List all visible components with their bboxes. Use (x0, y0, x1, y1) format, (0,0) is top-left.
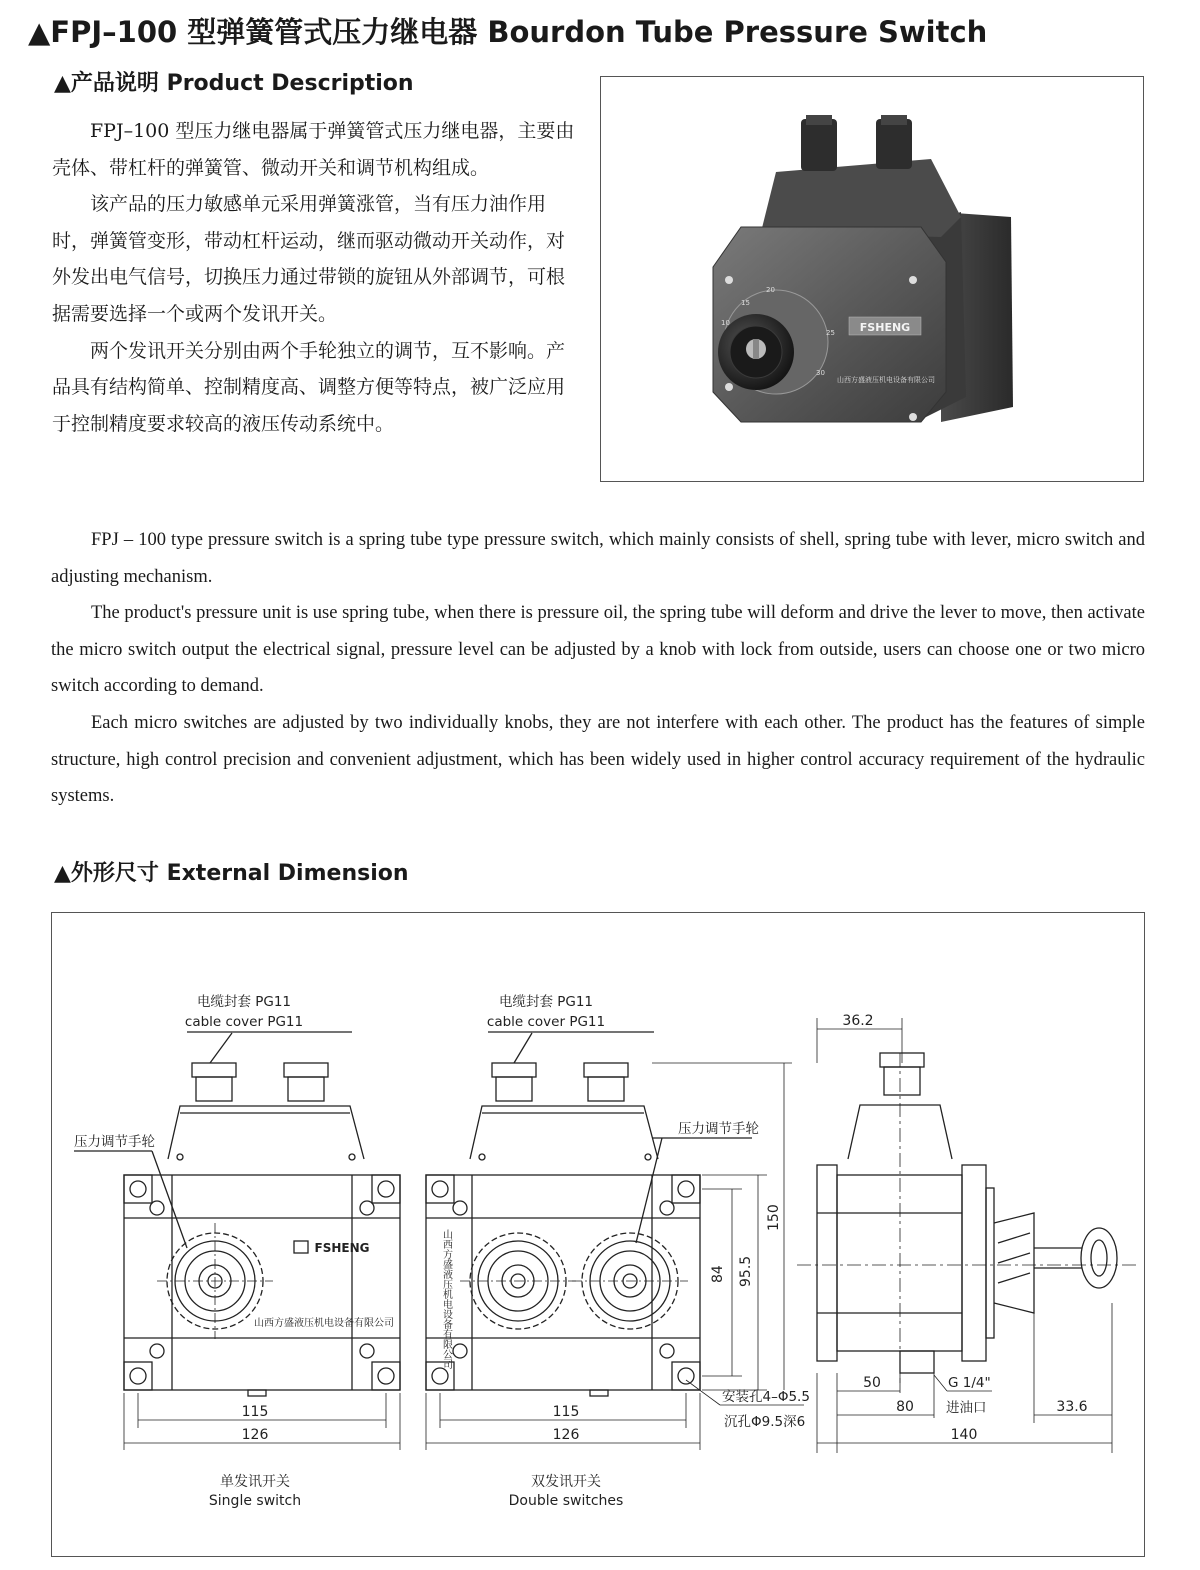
double-caption-cn: 双发讯开关 (531, 1474, 601, 1490)
photo-brand: FSHENG (859, 321, 911, 334)
en-paragraph: Each micro switches are adjusted by two individually knobs, they are not interfere with each other. The product has the features of simple structure, high control precision and convenient adjustment, which has been widely used in higher control accuracy requirement of the hydraulic systems. (51, 712, 1145, 807)
double-dim-84: 84 (710, 1265, 726, 1283)
key-icon (1034, 1228, 1117, 1288)
double-knob-right-icon (572, 1233, 688, 1329)
dial-mark: 15 (741, 299, 750, 307)
single-company: 山西方盛液压机电设备有限公司 (254, 1318, 394, 1329)
cable-gland-icon (801, 115, 912, 171)
en-paragraph: FPJ – 100 type pressure switch is a spring tube type pressure switch, which mainly consists of shell, spring tube with lever, micro switch and adjusting mechanism. (51, 530, 1145, 587)
double-knob-label: 压力调节手轮 (678, 1121, 759, 1137)
single-dim-115: 115 (241, 1404, 269, 1420)
side-port-cn: 进油口 (946, 1400, 987, 1416)
double-dim-150: 150 (766, 1204, 782, 1231)
dimension-drawing-frame (51, 912, 1145, 1557)
side-view (797, 1013, 1137, 1453)
cn-paragraph: 该产品的压力敏感单元采用弹簧涨管，当有压力油作用时，弹簧管变形，带动杠杆运动，继而驱动微动开关动作，对外发出电气信号，切换压力通过带锁的旋钮从外部调节，可根据需要选择一个或两个发讯开关。 (52, 193, 566, 325)
double-knob-left-icon (460, 1233, 576, 1329)
cn-paragraph: 两个发讯开关分别由两个手轮独立的调节，互不影响。产品具有结构简单、控制精度高、调整方便等特点，被广泛应用于控制精度要求较高的液压传动系统中。 (52, 339, 566, 435)
en-paragraph: The product's pressure unit is use spring tube, when there is pressure oil, the spring tube will deform and drive the lever to move, then activate the micro switch output the electrical signal, pressure level can be adjusted by a knob with lock from outside, users can choose one or two micro switch according to demand. (51, 603, 1145, 697)
double-caption-en: Double switches (508, 1493, 624, 1509)
double-switch-view (426, 993, 810, 1509)
single-cable-en: cable cover PG11 (184, 1014, 304, 1030)
dial-mark: 10 (721, 319, 730, 327)
single-caption-en: Single switch (208, 1493, 302, 1509)
dial-mark: 30 (816, 369, 825, 377)
product-photo (601, 77, 1143, 481)
double-company-vertical: 山西方盛液压机电设备有限公司 (440, 1229, 452, 1369)
double-dim-126: 126 (552, 1427, 580, 1443)
single-cable-cn: 电缆封套 PG11 (196, 994, 292, 1010)
page-title: ▲FPJ–100 型弹簧管式压力继电器 Bourdon Tube Pressure Switch (28, 15, 988, 49)
top-cover (761, 159, 961, 237)
side-dim-36-2: 36.2 (842, 1013, 874, 1029)
product-description-heading: ▲产品说明 Product Description (54, 71, 414, 96)
dimension-drawing (52, 913, 1144, 1556)
double-hole-1: 安装孔4–Φ5.5 (722, 1389, 810, 1405)
single-brand: FSHENG (314, 1241, 370, 1255)
double-cable-en: cable cover PG11 (486, 1014, 606, 1030)
single-switch-view (74, 993, 400, 1509)
product-photo-frame (600, 76, 1144, 482)
chinese-description (52, 113, 577, 442)
single-caption-cn: 单发讯开关 (220, 1474, 290, 1490)
single-knob-label: 压力调节手轮 (74, 1134, 155, 1150)
cn-paragraph: FPJ–100 型压力继电器属于弹簧管式压力继电器，主要由壳体、带杠杆的弹簧管、微动开关和调节机构组成。 (52, 120, 575, 179)
double-cable-cn: 电缆封套 PG11 (498, 994, 594, 1010)
side-port: G 1/4" (948, 1375, 991, 1391)
double-dim-95-5: 95.5 (738, 1255, 754, 1287)
dial-mark: 20 (766, 286, 775, 294)
english-description (51, 522, 1145, 815)
external-dimension-heading: ▲外形尺寸 External Dimension (54, 861, 409, 886)
double-dim-115: 115 (552, 1404, 580, 1420)
side-dim-50: 50 (863, 1375, 881, 1391)
side-dim-80: 80 (896, 1399, 914, 1415)
double-hole-2: 沉孔Φ9.5深6 (724, 1414, 806, 1430)
side-dim-33-6: 33.6 (1056, 1399, 1088, 1415)
photo-company: 山西方盛液压机电设备有限公司 (837, 376, 935, 384)
dial-mark: 25 (826, 329, 835, 337)
single-dim-126: 126 (241, 1427, 269, 1443)
adjusting-knob-icon[interactable] (718, 314, 794, 390)
side-dim-140: 140 (950, 1427, 978, 1443)
